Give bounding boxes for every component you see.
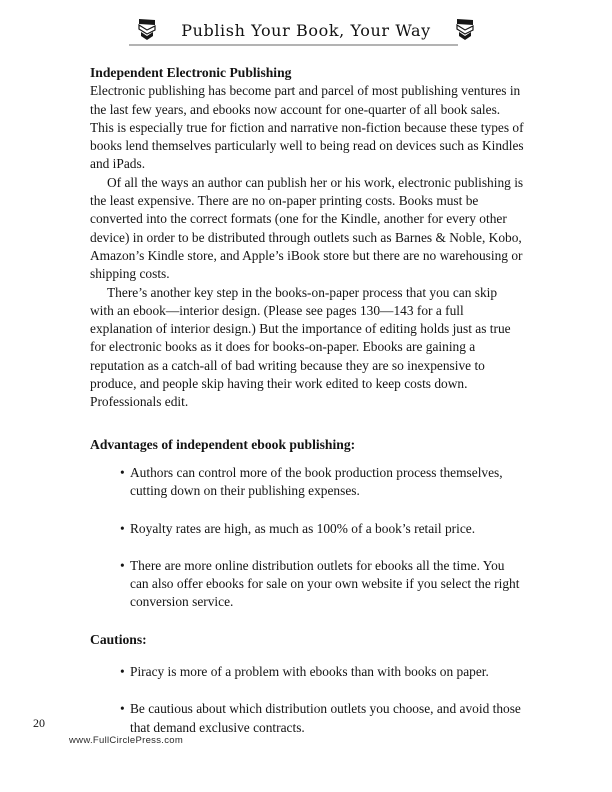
cautions-heading: Cautions: <box>90 631 147 647</box>
list-item: • Authors can control more of the book production process themselves, cutting down on their publishing expenses. <box>90 464 524 501</box>
running-head-title: Publish Your Book, Your Way <box>181 20 431 40</box>
section-heading: Independent Electronic Publishing <box>90 65 292 80</box>
list-item: • There are more online distribution outlets for ebooks all the time. You can also offer ebooks for sale on your own website if you select the right conversion service. <box>90 557 524 612</box>
list-item: • Royalty rates are high, as much as 100% of a book’s retail price. <box>90 520 524 538</box>
book-stack-icon <box>137 18 157 42</box>
cautions-list <box>90 663 524 737</box>
book-stack-icon <box>455 18 475 42</box>
paragraph-1: Electronic publishing has become part and parcel of most publishing ventures in the last few years, and ebooks now account for one-quarter of all book sales. This is especially true for fiction and narrative non-fiction because these types of books lend themselves particularly well to being read on devices such as Kindles and iPads. <box>90 83 524 172</box>
page-header <box>0 14 612 46</box>
list-item: • Be cautious about which distribution outlets you choose, and avoid those that demand exclusive contracts. <box>90 700 524 737</box>
website-url: www.FullCirclePress.com <box>69 735 184 746</box>
advantages-list <box>90 464 524 612</box>
paragraph-2: Of all the ways an author can publish her or his work, electronic publishing is the least expensive. There are no on-paper printing costs. Books must be converted into the correct formats (one for the Kindle, another for every other device) in order to be distributed through outlets such as Barnes & Noble, Kobo, Amazon’s Kindle store, and Apple’s iBook store but there are no warehousing or shipping costs. <box>90 174 524 282</box>
paragraph-3: There’s another key step in the books-on-paper process that you can skip with an ebook—interior design. (Please see pages 130—143 for a full explanation of interior design.) But the importance of editing holds just as true for electronic books as it does for books-on-paper. Ebooks are gaining a reputation as a catch-all of bad writing because they are so inexpensive to produce, and people skip having their work edited to keep costs down. Professionals edit. <box>90 284 511 410</box>
page-body <box>90 64 524 756</box>
page-number: 20 <box>33 716 45 730</box>
list-item: • Piracy is more of a problem with ebooks than with books on paper. <box>90 663 524 681</box>
header-rule <box>129 44 458 46</box>
advantages-heading: Advantages of independent ebook publishing: <box>90 436 356 452</box>
